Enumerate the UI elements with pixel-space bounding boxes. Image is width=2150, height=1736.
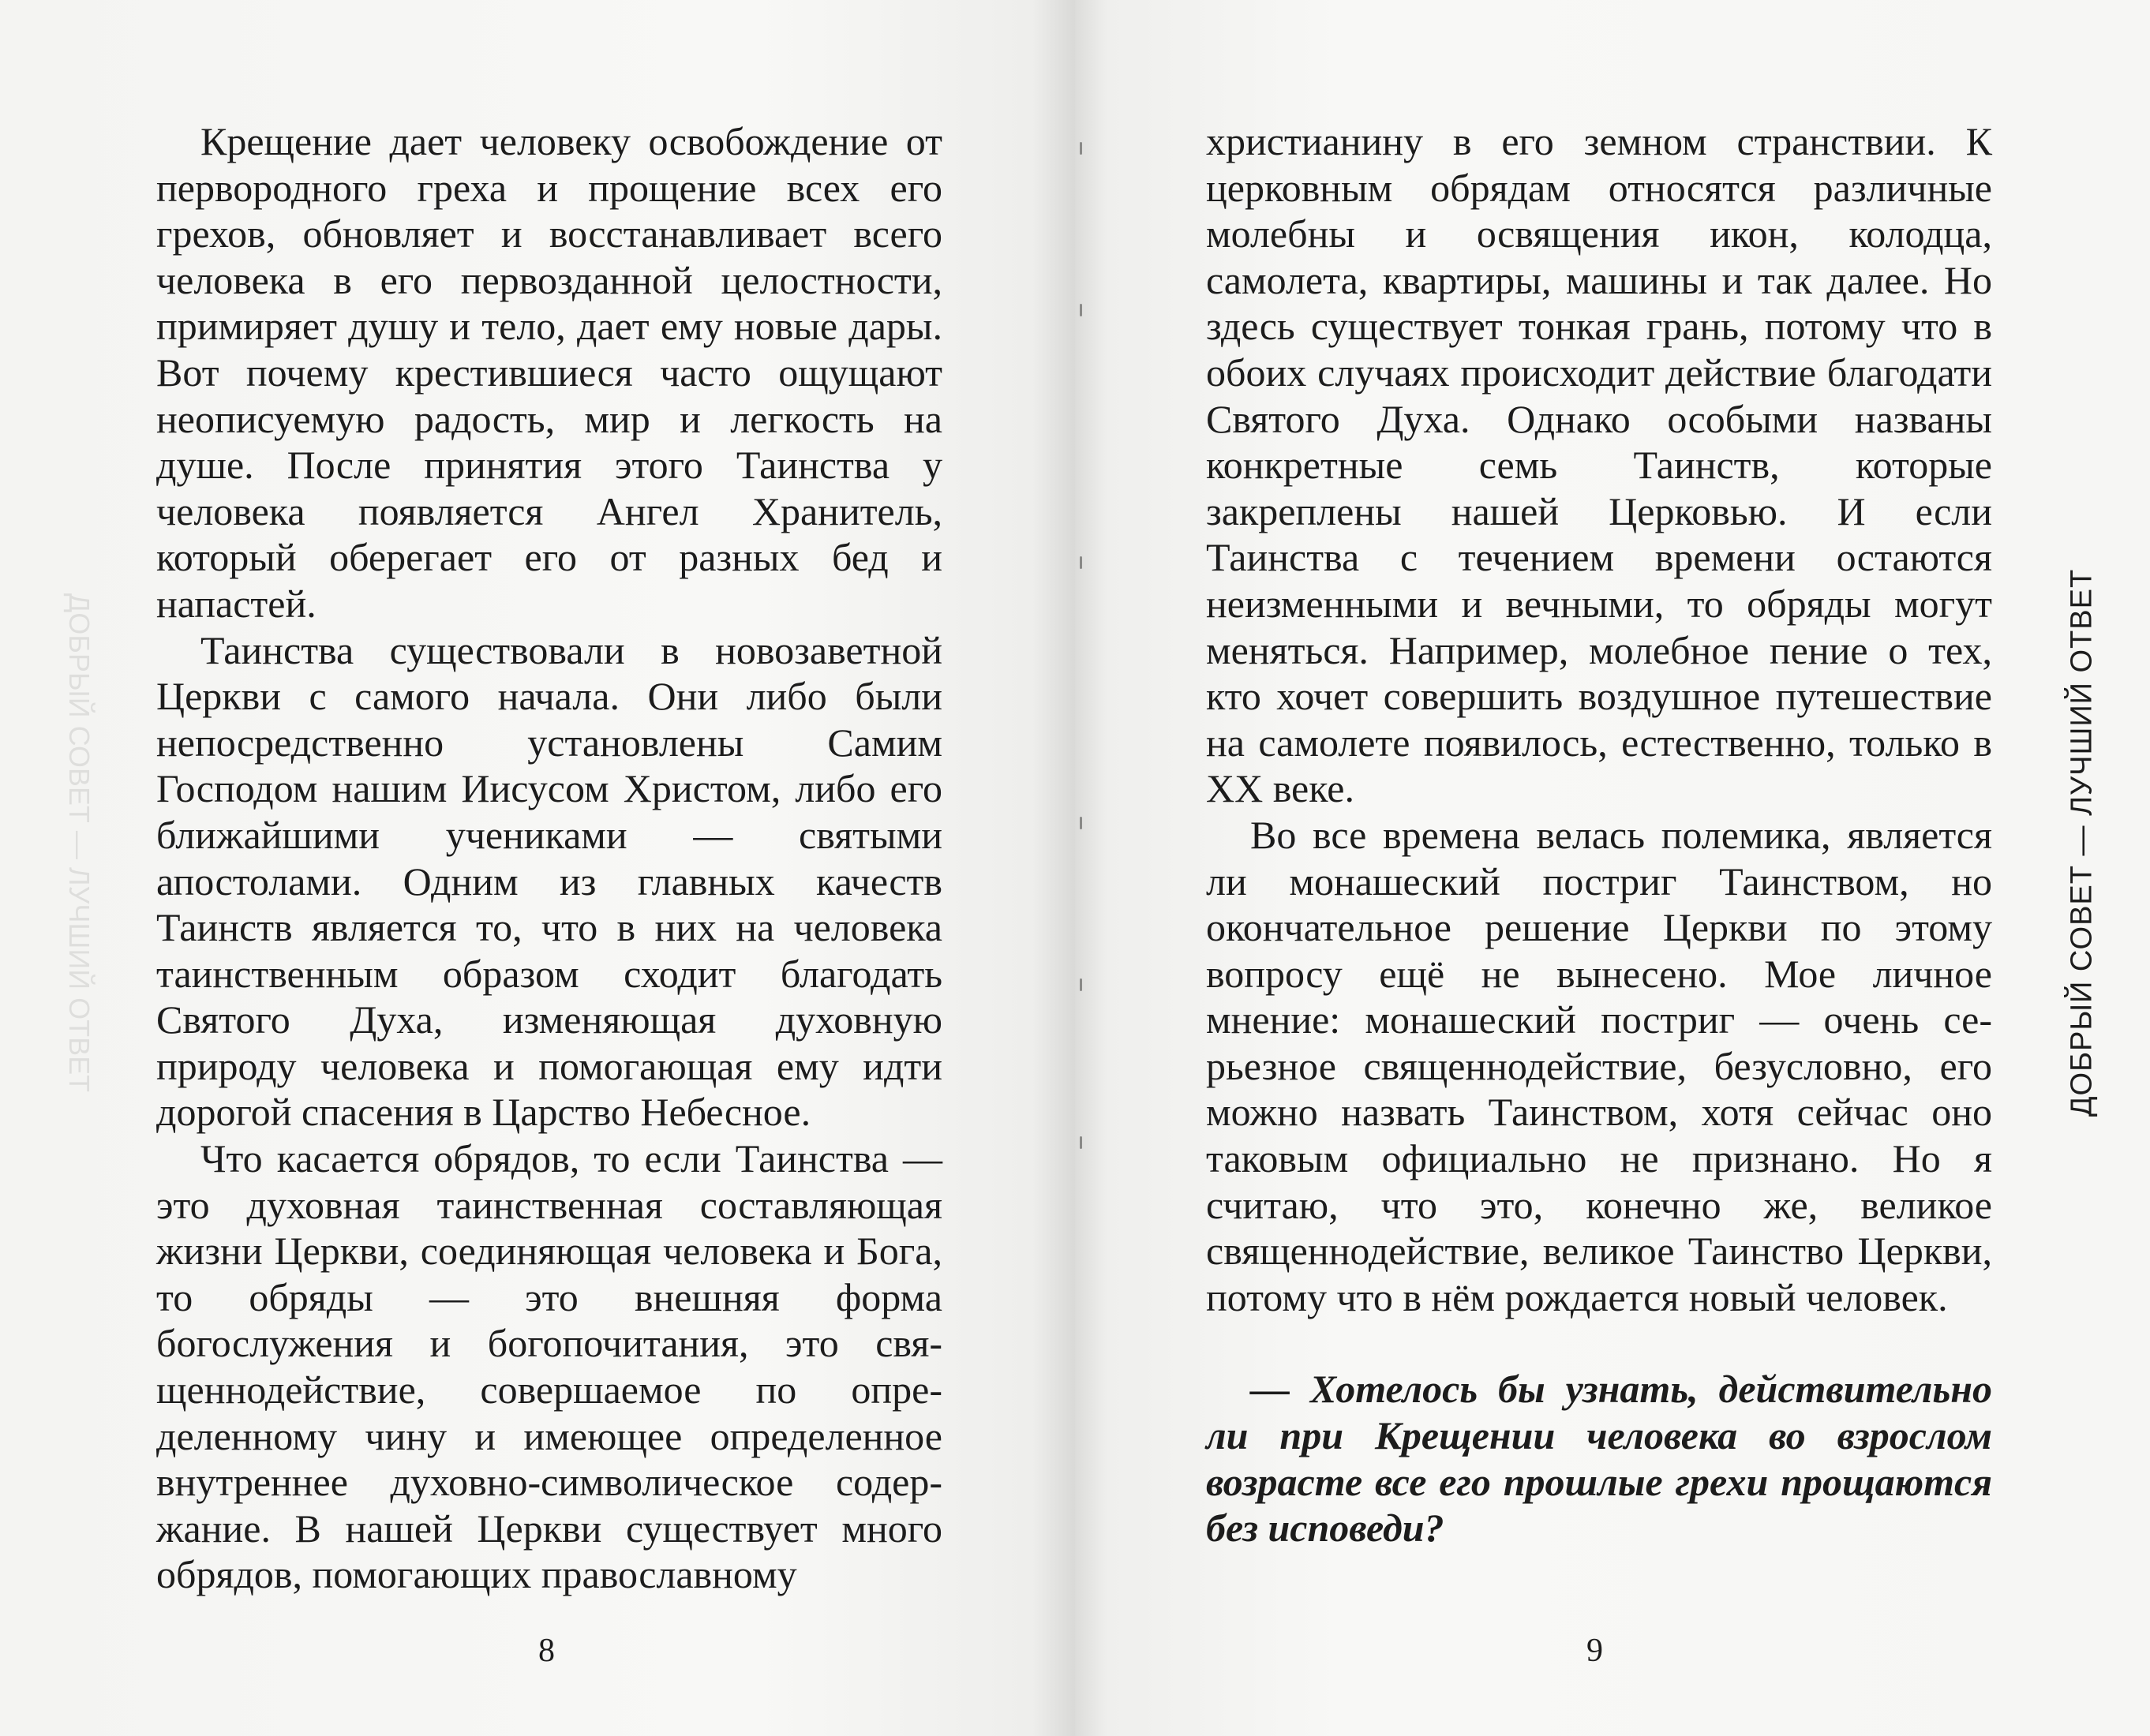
section-spacer (1206, 1320, 1992, 1366)
page-number-right: 9 (1586, 1633, 1603, 1669)
binding-mark (1080, 1136, 1082, 1149)
paragraph-monastic-tonsure: Во все времена велась полемика, является ли монашеский постриг Таинством, но окончательное решение Церкви по этому вопросу ещё не вынесено. Мое личное мнение: монашеский постриг — очень серьезное священнодействие, безусловно, его можно назвать Таинством, хотя сейчас оно таковым официально не признано. Но я считаю, что это, конечно же, великое священнодействие, великое Таинство Церкви, потому что в нём рождается новый человек. (1206, 812, 1992, 1319)
running-head: ДОБРЫЙ СОВЕТ — ЛУЧШИЙ ОТВЕТ (2065, 568, 2099, 1117)
paragraph-rites-continued: христианину в его земном странствии. К церковным обрядам относятся различные молебны и освящения икон, колодца, самолета, квартиры, машины и так далее. Но здесь существует тонкая грань, потому что в обоих случаях происходит действие благодати Святого Духа. Однако особыми названы конкретные семь Таинств, которые закреплены нашей Церковью. И если Таинства с течением времени остаются неизменными и вечными, то обряды могут меняться. Например, молебное пение о тех, кто хочет совершить воздушное путешествие на самолете появилось, естественно, только в XX веке. (1206, 119, 1992, 811)
binding-mark (1080, 304, 1082, 316)
ghost-running-head: ДОБРЫЙ СОВЕТ — ЛУЧШИЙ ОТВЕТ (63, 593, 96, 1093)
page-number-left: 8 (538, 1633, 555, 1669)
binding-mark (1080, 142, 1082, 155)
interview-question: — Хотелось бы узнать, действительно ли при Крещении человека во взрослом возрасте все его прошлые грехи прощаются без исповеди? (1206, 1367, 1992, 1551)
paragraph-sacraments: Таинства существовали в новозаветной Церкви с самого начала. Они либо были непосредственно установлены Самим Господом нашим Иисусом Христом, либо его ближайшими учениками — святыми апостолами. Одним из главных качеств Таинств является то, что в них на человека таинственным образом сходит благодать Святого Духа, изменяющая духовную природу человека и помогающая ему идти дорогой спасения в Царство Небесное. (156, 627, 942, 1135)
paragraph-baptism: Крещение дает человеку освобождение от первородного греха и прощение всех его грехов, обновляет и восстанавливает всего человека в его первозданной целостности, примиряет душу и тело, дает ему новые дары. Вот почему крестившиеся часто ощущают неописуемую радость, мир и легкость на душе. После принятия этого Таинства у человека появляется Ангел Хранитель, который оберегает его от разных бед и напастей. (156, 119, 942, 626)
binding-mark (1080, 817, 1082, 829)
left-text-block (156, 118, 942, 1598)
right-text-block (1206, 118, 1992, 1551)
paragraph-rites: Что касается обрядов, то если Таинства — это духовная таинственная составляющая жизни Церкви, соединяющая человека и Бога, то обряды — это внешняя форма богослужения и богопочитания, это священнодействие, совершаемое по определенному чину и имеющее определенное внутреннее духовно-символическое содержание. В нашей Церкви существует много обрядов, помогающих православному (156, 1136, 942, 1597)
binding-mark (1080, 978, 1082, 991)
right-page (1075, 0, 2150, 1736)
binding-mark (1080, 556, 1082, 569)
